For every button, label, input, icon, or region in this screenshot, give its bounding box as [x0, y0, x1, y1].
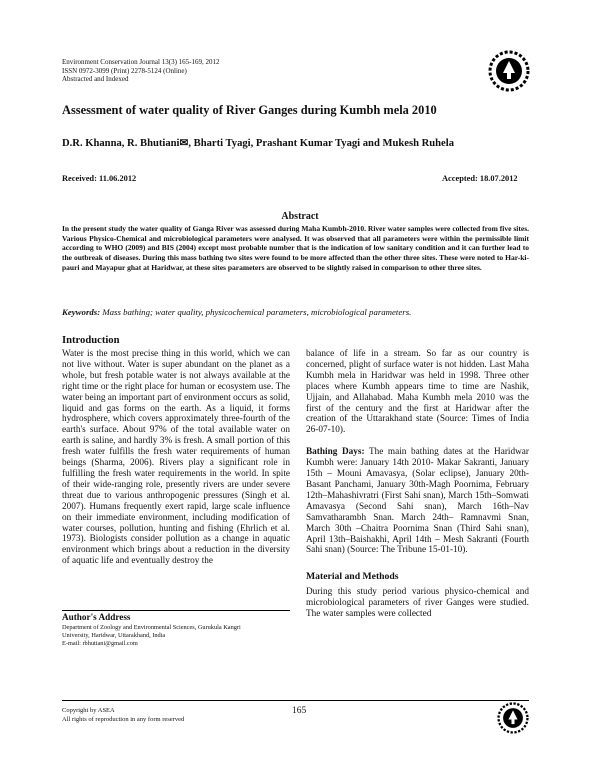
- keywords-text: Mass bathing; water quality, physicochemical parameters, microbiological parameters.: [100, 307, 412, 317]
- footer-divider: [62, 700, 529, 701]
- introduction-heading: Introduction: [62, 335, 120, 346]
- methods-heading: Material and Methods: [306, 571, 399, 583]
- copyright: [62, 707, 184, 724]
- keywords-label: Keywords:: [62, 307, 101, 317]
- paper-title: Assessment of water quality of River Ganges during Kumbh mela 2010: [62, 103, 437, 117]
- author-list: D.R. Khanna, R. Bhutiani✉, Bharti Tyagi, Prashant Kumar Tyagi and Mukesh Ruhela: [62, 138, 455, 149]
- journal-citation: Environment Conservation Journal 13(3) 165-169, 2012: [62, 58, 220, 66]
- methods-text: During this study period various physico-chemical and microbiological parameters of river Ganges were studied. The water samples were collected: [306, 587, 529, 620]
- keywords: [62, 307, 411, 317]
- bathing-days-label: Bathing Days:: [306, 447, 365, 458]
- journal-indexed: Abstracted and Indexed: [62, 75, 129, 84]
- journal-info: [62, 58, 219, 84]
- journal-issn: ISSN 0972-3099 (Print) 2278-5124 (Online): [62, 66, 187, 75]
- right-column: [306, 349, 529, 620]
- author-address: [62, 624, 241, 649]
- abstract-text: In the present study the water quality of Ganga River was assessed during Maha Kumbh-2010. River water samples were collected from five sites. Various Physico-Chemical and microbiological parameters were analysed. It was observed that all parameters were within the permissible limit according to WHO (2009) and BIS (2004) except most probable number that is the indication of low sanitary condition and it can further lead to the outbreak of diseases. During this mass bathing two sites were found to be more affected than the other three sites. These were noted to Har-ki-pauri and Mayapur ghat at Haridwar, at these sites parameters are observed to be slightly raised in comparison to other three sites.: [62, 224, 529, 272]
- intro-paragraph-2: balance of life in a stream. So far as our country is concerned, plight of surface water is not hidden. Last Maha Kumbh mela in Haridwar was held in 1998. Three other places where Kumbh appears time to time are Nashik, Ujjain, and Allahabad. Maha Kumbh mela 2010 was the first of the century and the first at Haridwar after the creation of the Uttarakhand state (Source: Times of India 26-07-10).: [306, 349, 529, 436]
- abstract-heading: Abstract: [281, 211, 319, 222]
- author-address-heading: Author's Address: [62, 612, 131, 622]
- intro-paragraph-1: Water is the most precise thing in this world, which we can not live without. Water is super abundant on the planet as a whole, but fresh potable water is not always available at the right time or the right place for human or ecosystem use. The water being an important part of environment occurs as solid, liquid and gas forms on the earth. As a liquid, it forms hydrosphere, which covers approximately three-fourth of the earth's surface. About 97% of the total available water on earth is saline, and hardly 3% is fresh. A small portion of this fresh water fulfills the fresh water requirements of human beings (Sharma, 2006). Rivers play a significant role in fulfilling the fresh water requirements in the world. In spite of their wide-ranging role, presently rivers are under severe threat due to various anthropogenic pressures (Singh et al. 2007). Humans frequently exert rapid, large scale influence on their immediate environment, including modification of water courses, pollution, hunting and fishing (Ehrlich et al. 1973). Biologists consider pollution as a change in aquatic environment which brings about a reduction in the diversity of aquatic life and eventually destroy the: [62, 349, 290, 567]
- journal-logo-icon: [488, 50, 530, 92]
- author-university: University, Haridwar, Uttarakhand, India: [62, 632, 166, 640]
- author-department: Department of Zoology and Environmental Sciences, Gurukula Kangri: [62, 624, 241, 631]
- author-email: E-mail: rbhutiani@gmail.com: [62, 640, 138, 648]
- accepted-date: Accepted: 18.07.2012: [442, 174, 518, 183]
- received-date: Received: 11.06.2012: [62, 174, 137, 183]
- copyright-line-2: All rights of reproduction in any form reserved: [62, 715, 185, 723]
- bathing-days-text: The main bathing dates at the Haridwar Kumbh were: January 14th 2010- Makar Sakranti, January 15th – Mouni Amavasya, (Solar eclipse), January 20th- Basant Panchami, January 30th-Magh Poornima, February 12th–Mahashivratri (First Sahi snan), March 15th–Somwati Amavasya (Second Sahi snan), March 16th–Nav Samvatharambh Snan. March 24th– Ramnavmi Snan, March 30th –Chaitra Poornima Snan (Third Sahi snan), April 13th–Baishakhi, April 14th – Mesh Sakranti (Fourth Sahi snan) (Source: The Tribune 15-01-10).: [306, 447, 529, 556]
- footer-logo-icon: [497, 702, 529, 734]
- bathing-days-paragraph: [306, 447, 529, 556]
- page-number: 165: [292, 706, 307, 716]
- copyright-line-1: Copyright by ASEA: [62, 707, 115, 714]
- author-divider: [62, 610, 290, 611]
